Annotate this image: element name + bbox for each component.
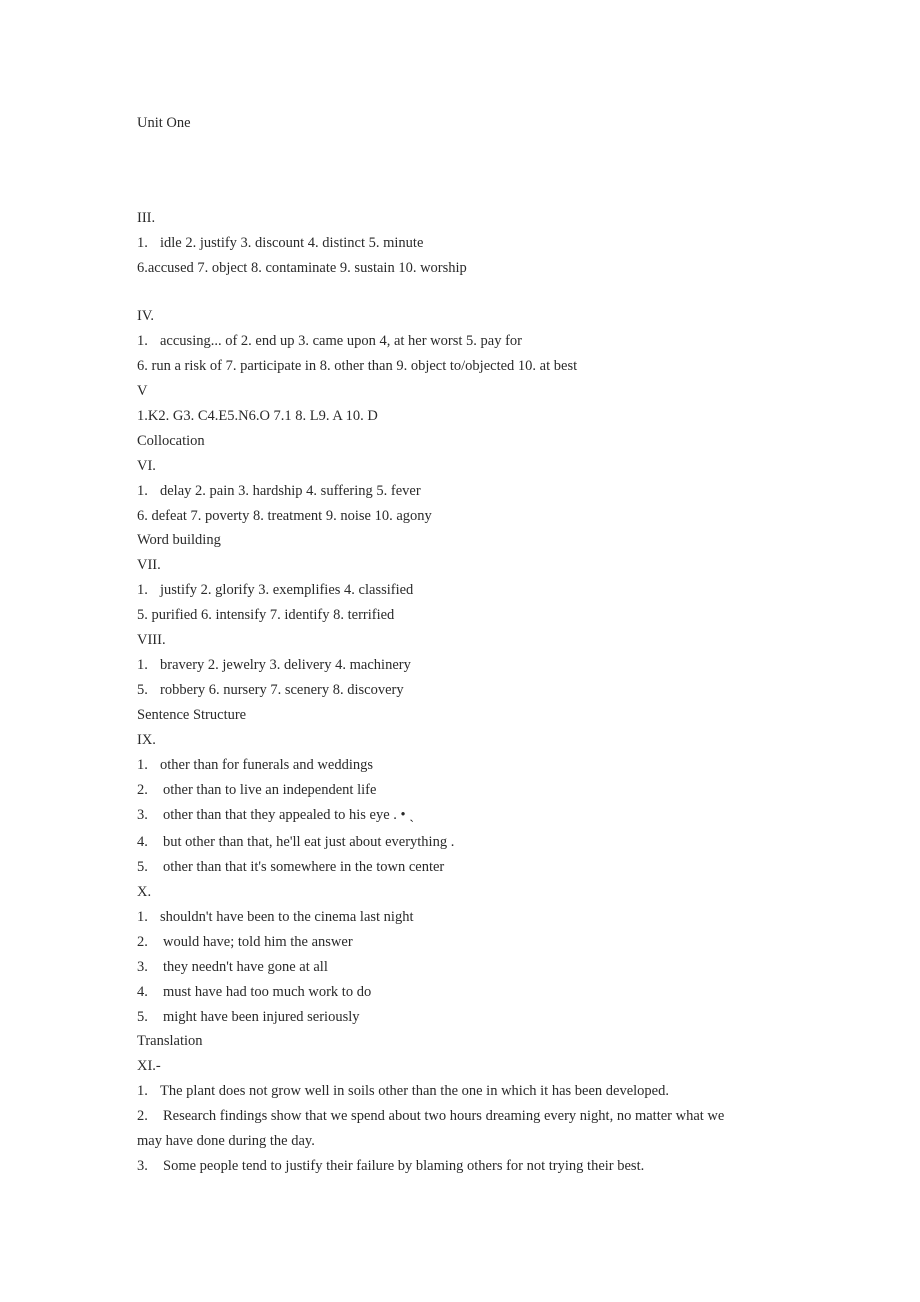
section-heading-x: X. <box>137 884 152 900</box>
item-number: 3. <box>137 959 148 975</box>
answer-line <box>137 234 423 252</box>
answer-line <box>137 681 404 699</box>
item-number: 1. <box>137 483 148 499</box>
item-number: 2. <box>137 1108 148 1124</box>
list-item <box>137 1008 360 1026</box>
answer-line <box>137 656 411 674</box>
list-item <box>137 958 328 976</box>
section-heading-iv: IV. <box>137 308 155 324</box>
item-text: other than that it's somewhere in the town center <box>163 859 445 875</box>
answer-text: accusing... of 2. end up 3. came upon 4, at her worst 5. pay for <box>160 333 522 349</box>
section-heading-viii: VIII. <box>137 632 166 648</box>
subsection-heading-sentence-structure: Sentence Structure <box>137 707 247 723</box>
answer-line <box>137 482 421 500</box>
list-item <box>137 781 376 799</box>
item-number: 5. <box>137 1009 148 1025</box>
answer-line: 6. defeat 7. poverty 8. treatment 9. noise 10. agony <box>137 508 432 524</box>
item-number: 1. <box>137 333 148 349</box>
section-heading-ix: IX. <box>137 732 156 748</box>
item-number: 1. <box>137 757 148 773</box>
page-title: Unit One <box>137 115 191 131</box>
item-number: 1. <box>137 909 148 925</box>
answer-line: 6.accused 7. object 8. contaminate 9. sustain 10. worship <box>137 260 467 276</box>
list-item-continuation: may have done during the day. <box>137 1133 315 1149</box>
list-item <box>137 983 371 1001</box>
item-number: 5. <box>137 682 148 698</box>
item-number: 1. <box>137 582 148 598</box>
section-heading-vi: VI. <box>137 458 156 474</box>
item-number: 4. <box>137 834 148 850</box>
item-text: other than that they appealed to his eye . • ˎ <box>163 807 415 823</box>
item-number: 1. <box>137 657 148 673</box>
item-number: 3. <box>137 1158 148 1174</box>
item-text: they needn't have gone at all <box>163 959 328 975</box>
item-text: would have; told him the answer <box>163 934 353 950</box>
item-text: other than to live an independent life <box>163 782 377 798</box>
section-heading-iii: III. <box>137 210 156 226</box>
item-text: might have been injured seriously <box>163 1009 360 1025</box>
item-text: shouldn't have been to the cinema last night <box>160 909 414 925</box>
item-number: 2. <box>137 934 148 950</box>
list-item <box>137 833 454 851</box>
item-text: The plant does not grow well in soils other than the one in which it has been developed. <box>160 1083 669 1099</box>
answer-text: robbery 6. nursery 7. scenery 8. discovery <box>160 682 404 698</box>
answer-line: 5. purified 6. intensify 7. identify 8. terrified <box>137 607 395 623</box>
section-heading-v: V <box>137 383 148 399</box>
answer-text: bravery 2. jewelry 3. delivery 4. machinery <box>160 657 411 673</box>
item-number: 1. <box>137 235 148 251</box>
item-number: 5. <box>137 859 148 875</box>
item-number: 4. <box>137 984 148 1000</box>
section-heading-vii: VII. <box>137 557 161 573</box>
list-item <box>137 806 414 824</box>
answer-line <box>137 581 413 599</box>
item-text: other than for funerals and weddings <box>160 757 374 773</box>
list-item <box>137 908 413 926</box>
item-number: 2. <box>137 782 148 798</box>
list-item <box>137 933 353 951</box>
item-number: 3. <box>137 807 148 823</box>
item-text: Research findings show that we spend about two hours dreaming every night, no matter what we <box>163 1108 725 1124</box>
answer-line: 6. run a risk of 7. participate in 8. other than 9. object to/objected 10. at best <box>137 358 578 374</box>
list-item <box>137 1082 669 1100</box>
item-text: Some people tend to justify their failure by blaming others for not trying their best. <box>163 1158 645 1174</box>
answer-line: 1.K2. G3. C4.E5.N6.O 7.1 8. L9. A 10. D <box>137 408 378 424</box>
subsection-heading-collocation: Collocation <box>137 433 205 449</box>
answer-text: justify 2. glorify 3. exemplifies 4. classified <box>160 582 414 598</box>
list-item <box>137 858 444 876</box>
answer-text: idle 2. justify 3. discount 4. distinct 5. minute <box>160 235 424 251</box>
item-text: must have had too much work to do <box>163 984 372 1000</box>
item-text: but other than that, he'll eat just about everything . <box>163 834 455 850</box>
item-number: 1. <box>137 1083 148 1099</box>
answer-line <box>137 332 522 350</box>
list-item <box>137 1107 724 1125</box>
list-item <box>137 1157 644 1175</box>
subsection-heading-word-building: Word building <box>137 532 221 548</box>
section-heading-xi: XI.- <box>137 1058 161 1074</box>
answer-text: delay 2. pain 3. hardship 4. suffering 5. fever <box>160 483 421 499</box>
subsection-heading-translation: Translation <box>137 1033 203 1049</box>
list-item <box>137 756 373 774</box>
